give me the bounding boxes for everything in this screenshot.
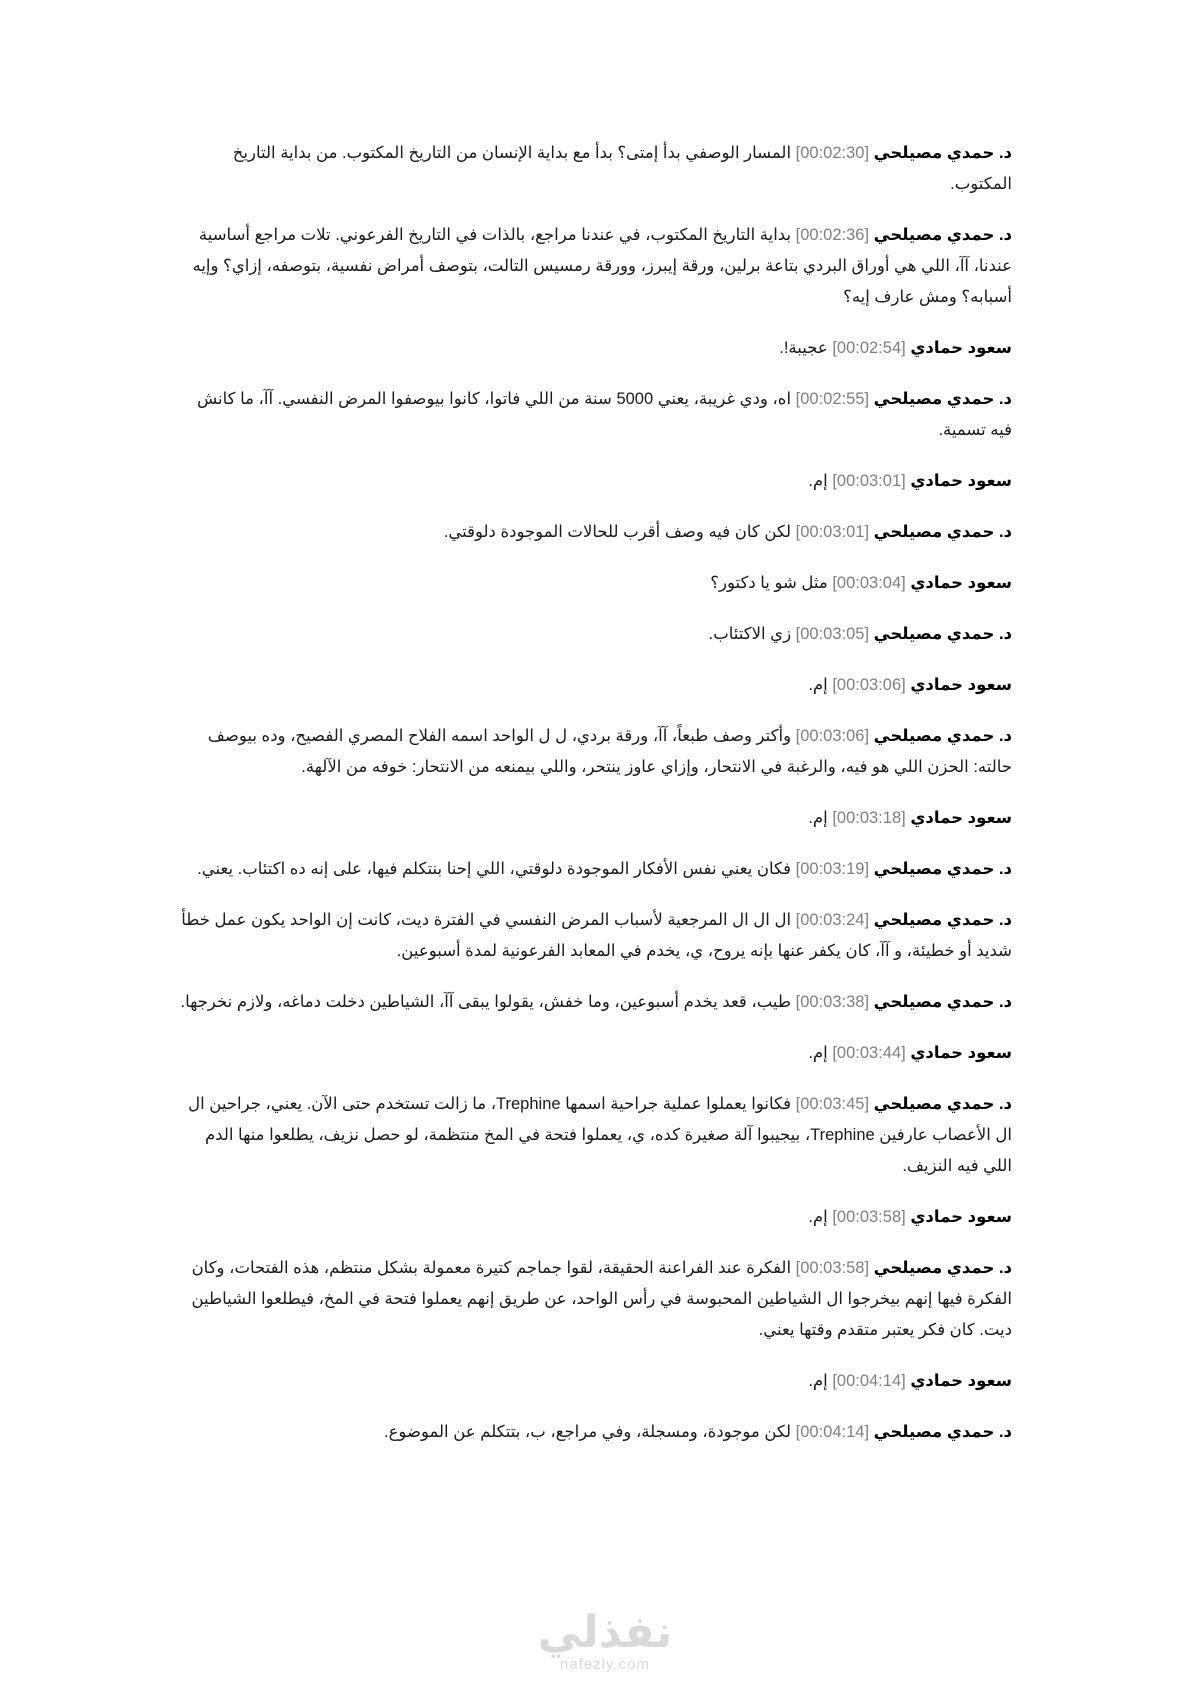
speaker-name: د. حمدي مصيلحي (873, 625, 1012, 643)
utterance-text: عجيبة!. (779, 339, 828, 357)
transcript-entry (180, 670, 1012, 701)
speaker-name: سعود حمادي (910, 676, 1012, 694)
timestamp: [00:02:36] (795, 226, 870, 244)
timestamp: [00:03:45] (795, 1095, 870, 1113)
speaker-name: د. حمدي مصيلحي (873, 860, 1012, 878)
speaker-name: د. حمدي مصيلحي (873, 1259, 1012, 1277)
utterance-text: فكانوا يعملوا عملية جراحية اسمها Trephine، ما زالت تستخدم حتى الآن. يعني، جراحين ال ال الأعصاب عارفين Trephine، بيجيبوا آلة صغيرة كده، ي، يعملوا فتحة في المخ منتظمة، لو حصل نزيف، يطلعوا منها الدم اللي فيه النزيف. (188, 1095, 1012, 1175)
utterance-text: لكن كان فيه وصف أقرب للحالات الموجودة دلوقتي. (443, 523, 792, 541)
timestamp: [00:03:58] (832, 1208, 906, 1226)
transcript-entry (180, 138, 1012, 200)
transcript-entry (180, 987, 1012, 1018)
transcript-entry (180, 803, 1012, 834)
utterance-text: إم. (808, 1208, 828, 1226)
utterance-text: زي الاكتئاب. (708, 625, 792, 643)
watermark-logo: نفذلي (537, 1608, 673, 1657)
speaker-name: د. حمدي مصيلحي (873, 226, 1012, 244)
timestamp: [00:03:24] (795, 911, 870, 929)
utterance-text: إم. (808, 472, 828, 490)
utterance-text: المسار الوصفي بدأ إمتى؟ بدأ مع بداية الإنسان من التاريخ المكتوب. من بداية التاريخ المكتوب. (232, 144, 1012, 193)
speaker-name: سعود حمادي (910, 339, 1012, 357)
speaker-name: د. حمدي مصيلحي (873, 144, 1012, 162)
transcript-entry (180, 854, 1012, 885)
timestamp: [00:03:58] (795, 1259, 870, 1277)
utterance-text: ال ال ال المرجعية لأسباب المرض النفسي في الفترة ديت، كانت إن الواحد يكون عمل خطأ شديد أو خطيئة، و آآ، كان يكفر عنها بإنه يروح، ي، يخدم في المعابد الفرعونية لمدة أسبوعين. (181, 911, 1012, 960)
transcript-entry (180, 384, 1012, 446)
timestamp: [00:03:06] (795, 727, 870, 745)
speaker-name: د. حمدي مصيلحي (873, 523, 1012, 541)
timestamp: [00:03:01] (832, 472, 906, 490)
utterance-text: طيب، قعد يخدم أسبوعين، وما خفش، يقولوا يبقى آآ، الشياطين دخلت دماغه، ولازم نخرجها. (180, 993, 792, 1011)
timestamp: [00:03:01] (795, 523, 870, 541)
timestamp: [00:03:38] (795, 993, 870, 1011)
utterance-text: الفكرة عند الفراعنة الحقيقة، لقوا جماجم كتيرة معمولة بشكل منتظم، هذه الفتحات، وكان الفكرة فيها إنهم بيخرجوا ال الشياطين المحبوسة في رأس الواحد، عن طريق إنهم يعملوا فتحة في المخ، فيطلعوا الشياطين ديت. كان فكر يعتبر متقدم وقتها يعني. (191, 1259, 1012, 1339)
transcript-entry (180, 1089, 1012, 1182)
transcript-entry (180, 721, 1012, 783)
utterance-text: إم. (808, 1372, 828, 1390)
transcript-entry (180, 517, 1012, 548)
timestamp: [00:02:54] (832, 339, 906, 357)
watermark-url: nafezly.com (560, 1656, 650, 1673)
speaker-name: سعود حمادي (910, 574, 1012, 592)
speaker-name: سعود حمادي (910, 809, 1012, 827)
utterance-text: إم. (808, 676, 828, 694)
timestamp: [00:03:04] (832, 574, 906, 592)
nafezly-watermark (520, 1610, 690, 1674)
timestamp: [00:04:14] (795, 1423, 870, 1441)
transcript-entry (180, 619, 1012, 650)
utterance-text: لكن موجودة، ومسجلة، وفي مراجع، ب، بتتكلم عن الموضوع. (384, 1423, 792, 1441)
transcript-entry (180, 220, 1012, 313)
speaker-name: سعود حمادي (910, 1208, 1012, 1226)
speaker-name: د. حمدي مصيلحي (873, 1095, 1012, 1113)
transcript-entry (180, 1366, 1012, 1397)
timestamp: [00:03:18] (832, 809, 906, 827)
speaker-name: د. حمدي مصيلحي (873, 1423, 1012, 1441)
transcript-entry (180, 466, 1012, 497)
utterance-text: إم. (808, 809, 828, 827)
transcript-entry (180, 1417, 1012, 1448)
timestamp: [00:02:55] (795, 390, 870, 408)
timestamp: [00:03:05] (795, 625, 870, 643)
speaker-name: سعود حمادي (910, 1372, 1012, 1390)
timestamp: [00:03:44] (832, 1044, 906, 1062)
utterance-text: فكان يعني نفس الأفكار الموجودة دلوقتي، اللي إحنا بنتكلم فيها، على إنه ده اكتئاب. يعني. (197, 860, 792, 878)
transcript-entry (180, 905, 1012, 967)
utterance-text: مثل شو يا دكتور؟ (710, 574, 828, 592)
speaker-name: سعود حمادي (910, 1044, 1012, 1062)
speaker-name: د. حمدي مصيلحي (873, 390, 1012, 408)
transcript-entry (180, 568, 1012, 599)
timestamp: [00:04:14] (832, 1372, 906, 1390)
transcript (180, 138, 1012, 1468)
speaker-name: سعود حمادي (910, 472, 1012, 490)
timestamp: [00:02:30] (795, 144, 870, 162)
transcript-entry (180, 1253, 1012, 1346)
utterance-text: إم. (808, 1044, 828, 1062)
transcript-entry (180, 1202, 1012, 1233)
transcript-entry (180, 333, 1012, 364)
utterance-text: وأكتر وصف طبعاً، آآ، ورقة بردي، ل ل الواحد اسمه الفلاح المصري الفصيح، وده بيوصف حالته: الحزن اللي هو فيه، والرغبة في الانتحار، وإزاي عاوز ينتحر، واللي بيمنعه من الانتحار: خوفه من الآلهة. (207, 727, 1012, 776)
speaker-name: د. حمدي مصيلحي (873, 727, 1012, 745)
timestamp: [00:03:06] (832, 676, 906, 694)
utterance-text: اه، ودي غريبة، يعني 5000 سنة من اللي فاتوا، كانوا بيوصفوا المرض النفسي. آآ، ما كانش فيه تسمية. (196, 390, 1012, 439)
transcript-entry (180, 1038, 1012, 1069)
timestamp: [00:03:19] (795, 860, 870, 878)
speaker-name: د. حمدي مصيلحي (873, 993, 1012, 1011)
speaker-name: د. حمدي مصيلحي (873, 911, 1012, 929)
utterance-text: بداية التاريخ المكتوب، في عندنا مراجع، بالذات في التاريخ الفرعوني. تلات مراجع أساسية عندنا، آآ، اللي هي أوراق البردي بتاعة برلين، ورقة إيبرز، وورقة رمسيس التالت، بتوصف أمراض نفسية، بتوصفه، إزاي؟ وإيه أسبابه؟ ومش عارف إيه؟ (192, 226, 1012, 306)
